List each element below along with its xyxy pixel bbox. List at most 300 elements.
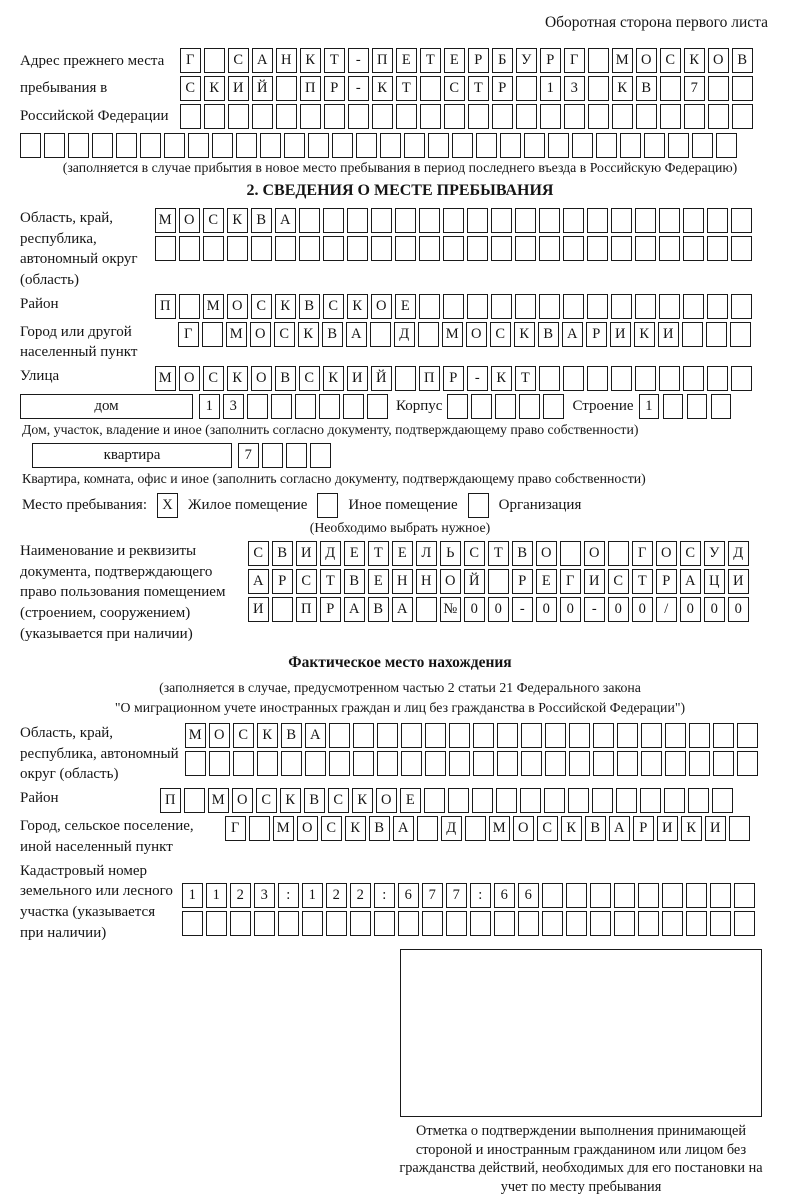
char-box — [371, 236, 392, 261]
char-box — [662, 883, 683, 908]
char-box — [692, 133, 713, 158]
stroenie-cells — [639, 394, 735, 419]
char-box — [707, 236, 728, 261]
char-box — [276, 104, 297, 129]
char-box: Р — [324, 76, 345, 101]
char-box: О — [584, 541, 605, 566]
char-box — [271, 394, 292, 419]
char-box — [182, 911, 203, 936]
char-box — [185, 751, 206, 776]
char-box: Е — [444, 48, 465, 73]
char-box — [518, 911, 539, 936]
char-box — [179, 294, 200, 319]
char-box — [299, 208, 320, 233]
char-box — [641, 723, 662, 748]
char-box: С — [274, 322, 295, 347]
document-row-2 — [248, 569, 752, 594]
char-box — [689, 723, 710, 748]
char-box: Г — [180, 48, 201, 73]
field-city — [20, 322, 780, 363]
char-box: - — [348, 48, 369, 73]
char-box: Е — [368, 569, 389, 594]
char-box: Е — [400, 788, 421, 813]
char-box: Т — [324, 48, 345, 73]
char-box — [707, 208, 728, 233]
char-box: Л — [416, 541, 437, 566]
cadastral-row-2 — [182, 911, 758, 936]
char-box: М — [203, 294, 224, 319]
char-box — [155, 236, 176, 261]
char-box: 0 — [560, 597, 581, 622]
char-box — [708, 104, 729, 129]
char-box: В — [368, 597, 389, 622]
char-box — [468, 104, 489, 129]
char-box — [180, 104, 201, 129]
char-box — [569, 751, 590, 776]
char-box — [660, 76, 681, 101]
char-box: О — [179, 366, 200, 391]
char-box — [419, 236, 440, 261]
page-side-note: Оборотная сторона первого листа — [544, 14, 768, 31]
char-box — [563, 236, 584, 261]
char-box: С — [228, 48, 249, 73]
char-box — [230, 911, 251, 936]
char-box — [443, 208, 464, 233]
char-box — [424, 788, 445, 813]
char-box — [443, 236, 464, 261]
char-box — [204, 104, 225, 129]
char-box: 0 — [608, 597, 629, 622]
char-box — [404, 133, 425, 158]
char-box — [276, 76, 297, 101]
char-box: К — [275, 294, 296, 319]
char-box — [470, 911, 491, 936]
char-box: И — [705, 816, 726, 841]
char-box — [68, 133, 89, 158]
char-box — [638, 911, 659, 936]
house-box-label: дом — [20, 394, 193, 419]
char-box: С — [321, 816, 342, 841]
char-box: С — [203, 366, 224, 391]
char-box — [668, 133, 689, 158]
checkbox-residential: X — [157, 493, 178, 518]
char-box — [332, 133, 353, 158]
char-box: - — [348, 76, 369, 101]
char-box: Г — [632, 541, 653, 566]
char-box — [247, 394, 268, 419]
char-box: О — [376, 788, 397, 813]
char-box — [608, 541, 629, 566]
char-box: К — [300, 48, 321, 73]
char-box — [444, 104, 465, 129]
char-box — [663, 394, 684, 419]
char-box — [491, 236, 512, 261]
char-box — [707, 294, 728, 319]
char-box: С — [323, 294, 344, 319]
char-box: М — [273, 816, 294, 841]
char-box — [635, 366, 656, 391]
char-box: К — [352, 788, 373, 813]
char-box: 1 — [540, 76, 561, 101]
char-box: К — [345, 816, 366, 841]
char-box: П — [296, 597, 317, 622]
char-box: 7 — [446, 883, 467, 908]
char-box: 0 — [464, 597, 485, 622]
char-box — [348, 104, 369, 129]
char-box: 2 — [230, 883, 251, 908]
char-box: А — [248, 569, 269, 594]
char-box — [710, 911, 731, 936]
char-box — [262, 443, 283, 468]
option-residential-label: Жилое помещение — [188, 497, 308, 514]
char-box: 3 — [254, 883, 275, 908]
char-box: О — [209, 723, 230, 748]
char-box — [635, 236, 656, 261]
char-box — [734, 911, 755, 936]
char-box: № — [440, 597, 461, 622]
char-box — [347, 236, 368, 261]
char-box — [140, 133, 161, 158]
char-box: В — [304, 788, 325, 813]
char-box: В — [251, 208, 272, 233]
char-box — [356, 133, 377, 158]
char-box: 7 — [238, 443, 259, 468]
char-box — [520, 788, 541, 813]
char-box — [92, 133, 113, 158]
apartment-cells — [238, 443, 334, 468]
char-box: И — [658, 322, 679, 347]
char-box: 0 — [680, 597, 701, 622]
char-box — [492, 104, 513, 129]
char-box: К — [372, 76, 393, 101]
char-box — [449, 723, 470, 748]
char-box — [713, 751, 734, 776]
char-box — [465, 816, 486, 841]
char-box — [588, 48, 609, 73]
char-box — [20, 133, 41, 158]
region-actual-row-2 — [185, 751, 761, 776]
char-box — [496, 788, 517, 813]
char-box — [473, 751, 494, 776]
char-box — [713, 723, 734, 748]
char-box — [659, 208, 680, 233]
char-box — [202, 322, 223, 347]
char-box: Б — [492, 48, 513, 73]
char-box — [640, 788, 661, 813]
char-box: 1 — [182, 883, 203, 908]
char-box — [611, 294, 632, 319]
char-box — [683, 208, 704, 233]
char-box: Т — [632, 569, 653, 594]
char-box — [564, 104, 585, 129]
char-box — [612, 104, 633, 129]
field-city-actual — [20, 816, 780, 857]
char-box: : — [470, 883, 491, 908]
char-box — [476, 133, 497, 158]
char-box — [636, 104, 657, 129]
char-box: 2 — [326, 883, 347, 908]
char-box — [665, 751, 686, 776]
char-box — [635, 208, 656, 233]
char-box: К — [323, 366, 344, 391]
char-box — [730, 322, 751, 347]
house-note: Дом, участок, владение и иное (заполнить согласно документу, подтверждающему право собственности) — [22, 422, 639, 438]
char-box — [272, 597, 293, 622]
char-box: И — [296, 541, 317, 566]
char-box: Й — [252, 76, 273, 101]
char-box: С — [251, 294, 272, 319]
char-box — [353, 723, 374, 748]
char-box: К — [514, 322, 535, 347]
char-box: Р — [656, 569, 677, 594]
region-actual-row-1 — [185, 723, 761, 748]
char-box: Н — [276, 48, 297, 73]
checkbox-other-premises — [317, 493, 338, 518]
char-box — [212, 133, 233, 158]
char-box: П — [155, 294, 176, 319]
char-box — [257, 751, 278, 776]
confirmation-stamp-area — [400, 949, 780, 1196]
char-box — [539, 294, 560, 319]
char-box — [305, 751, 326, 776]
char-box — [539, 236, 560, 261]
char-box — [731, 208, 752, 233]
char-box: П — [300, 76, 321, 101]
char-box: М — [612, 48, 633, 73]
char-box: М — [208, 788, 229, 813]
char-box: С — [608, 569, 629, 594]
char-box — [539, 366, 560, 391]
char-box — [488, 569, 509, 594]
char-box — [689, 751, 710, 776]
char-box — [596, 133, 617, 158]
char-box: В — [636, 76, 657, 101]
house-cells — [199, 394, 391, 419]
district-actual-label: Район — [20, 790, 59, 807]
apartment-box-label: квартира — [32, 443, 232, 468]
char-box — [566, 883, 587, 908]
char-box — [395, 366, 416, 391]
char-box: 6 — [398, 883, 419, 908]
char-box: Р — [512, 569, 533, 594]
char-box — [308, 133, 329, 158]
char-box: С — [233, 723, 254, 748]
char-box — [448, 788, 469, 813]
char-box — [452, 133, 473, 158]
char-box: А — [275, 208, 296, 233]
char-box: 0 — [704, 597, 725, 622]
char-box — [419, 294, 440, 319]
char-box — [473, 723, 494, 748]
field-apartment — [20, 443, 780, 468]
char-box: - — [512, 597, 533, 622]
city-actual-row — [225, 816, 753, 841]
char-box — [310, 443, 331, 468]
char-box — [491, 208, 512, 233]
char-box: М — [155, 208, 176, 233]
char-box: Т — [396, 76, 417, 101]
char-box — [569, 723, 590, 748]
char-box — [326, 911, 347, 936]
char-box: И — [248, 597, 269, 622]
char-box — [233, 751, 254, 776]
char-box — [491, 294, 512, 319]
char-box — [467, 236, 488, 261]
char-box: Г — [560, 569, 581, 594]
char-box — [711, 394, 732, 419]
korpus-cells — [447, 394, 567, 419]
char-box: С — [296, 569, 317, 594]
actual-location-note-2: "О миграционном учете иностранных граждан и лиц без гражданства в Российской Федерации") — [114, 699, 686, 715]
char-box: 2 — [350, 883, 371, 908]
checkbox-organization — [468, 493, 489, 518]
char-box — [543, 394, 564, 419]
char-box — [616, 788, 637, 813]
char-box — [620, 133, 641, 158]
char-box — [590, 911, 611, 936]
char-box: М — [155, 366, 176, 391]
char-box — [398, 911, 419, 936]
char-box: Р — [633, 816, 654, 841]
char-box: Т — [488, 541, 509, 566]
char-box — [566, 911, 587, 936]
field-district — [20, 294, 780, 319]
char-box: Р — [540, 48, 561, 73]
option-other-premises-label: Иное помещение — [348, 497, 458, 514]
char-box: А — [393, 816, 414, 841]
char-box: О — [227, 294, 248, 319]
char-box — [416, 597, 437, 622]
apartment-note: Квартира, комната, офис и иное (заполнить согласно документу, подтверждающему право собственности) — [22, 471, 646, 487]
char-box — [370, 322, 391, 347]
char-box — [206, 911, 227, 936]
char-box — [278, 911, 299, 936]
char-box — [548, 133, 569, 158]
char-box — [228, 104, 249, 129]
char-box — [545, 723, 566, 748]
char-box: К — [684, 48, 705, 73]
char-box: 0 — [488, 597, 509, 622]
char-box — [204, 48, 225, 73]
ownership-document-label: Наименование и реквизиты документа, подтверждающего право пользования помещением (строением, сооружением) (указывается при наличии) — [20, 543, 226, 642]
char-box — [712, 788, 733, 813]
char-box: С — [537, 816, 558, 841]
char-box — [687, 394, 708, 419]
char-box: К — [561, 816, 582, 841]
char-box — [684, 104, 705, 129]
char-box — [563, 366, 584, 391]
char-box: С — [490, 322, 511, 347]
char-box — [707, 366, 728, 391]
char-box: О — [371, 294, 392, 319]
stroenie-label: Строение — [572, 398, 634, 415]
char-box — [377, 751, 398, 776]
district-actual-row — [160, 788, 736, 813]
char-box: Т — [468, 76, 489, 101]
char-box: П — [160, 788, 181, 813]
region-label: Область, край, республика, автономный округ (область) — [20, 209, 138, 288]
char-box — [568, 788, 589, 813]
char-box — [374, 911, 395, 936]
char-box — [683, 236, 704, 261]
char-box — [497, 751, 518, 776]
section2-title: 2. СВЕДЕНИЯ О МЕСТЕ ПРЕБЫВАНИЯ — [246, 181, 554, 199]
char-box — [664, 788, 685, 813]
char-box — [638, 883, 659, 908]
char-box: К — [227, 366, 248, 391]
char-box: Д — [320, 541, 341, 566]
char-box — [323, 236, 344, 261]
char-box — [683, 294, 704, 319]
char-box — [716, 133, 737, 158]
field-region-actual — [20, 723, 780, 785]
char-box: В — [732, 48, 753, 73]
char-box — [371, 208, 392, 233]
field-street — [20, 366, 780, 391]
char-box — [515, 294, 536, 319]
char-box: С — [248, 541, 269, 566]
char-box: Н — [392, 569, 413, 594]
char-box: С — [680, 541, 701, 566]
char-box — [188, 133, 209, 158]
char-box — [329, 723, 350, 748]
char-box — [44, 133, 65, 158]
char-box — [593, 751, 614, 776]
char-box: Е — [392, 541, 413, 566]
char-box: П — [372, 48, 393, 73]
char-box — [659, 366, 680, 391]
char-box: Р — [492, 76, 513, 101]
char-box: В — [344, 569, 365, 594]
stamp-box — [400, 949, 762, 1117]
char-box — [731, 366, 752, 391]
char-box — [295, 394, 316, 419]
char-box — [521, 751, 542, 776]
char-box — [350, 911, 371, 936]
char-box: М — [185, 723, 206, 748]
char-box: Р — [443, 366, 464, 391]
char-box: О — [251, 366, 272, 391]
char-box: А — [680, 569, 701, 594]
char-box: 6 — [494, 883, 515, 908]
char-box — [495, 394, 516, 419]
char-box: Д — [441, 816, 462, 841]
char-box: Ц — [704, 569, 725, 594]
char-box — [572, 133, 593, 158]
char-box — [732, 104, 753, 129]
char-box: И — [228, 76, 249, 101]
char-box: К — [204, 76, 225, 101]
char-box — [539, 208, 560, 233]
char-box — [737, 723, 758, 748]
korpus-label: Корпус — [396, 398, 443, 415]
char-box — [686, 883, 707, 908]
char-box — [443, 294, 464, 319]
region-actual-label: Область, край, республика, автономный округ (область) — [20, 725, 179, 783]
char-box: О — [232, 788, 253, 813]
char-box: М — [226, 322, 247, 347]
char-box — [611, 236, 632, 261]
char-box — [467, 294, 488, 319]
prev-address-row-3 — [180, 104, 756, 129]
char-box — [446, 911, 467, 936]
char-box — [590, 883, 611, 908]
char-box: Е — [396, 48, 417, 73]
char-box — [449, 751, 470, 776]
char-box: 1 — [199, 394, 220, 419]
stay-type-label: Место пребывания: — [22, 497, 147, 514]
cadastral-row-1 — [182, 883, 758, 908]
